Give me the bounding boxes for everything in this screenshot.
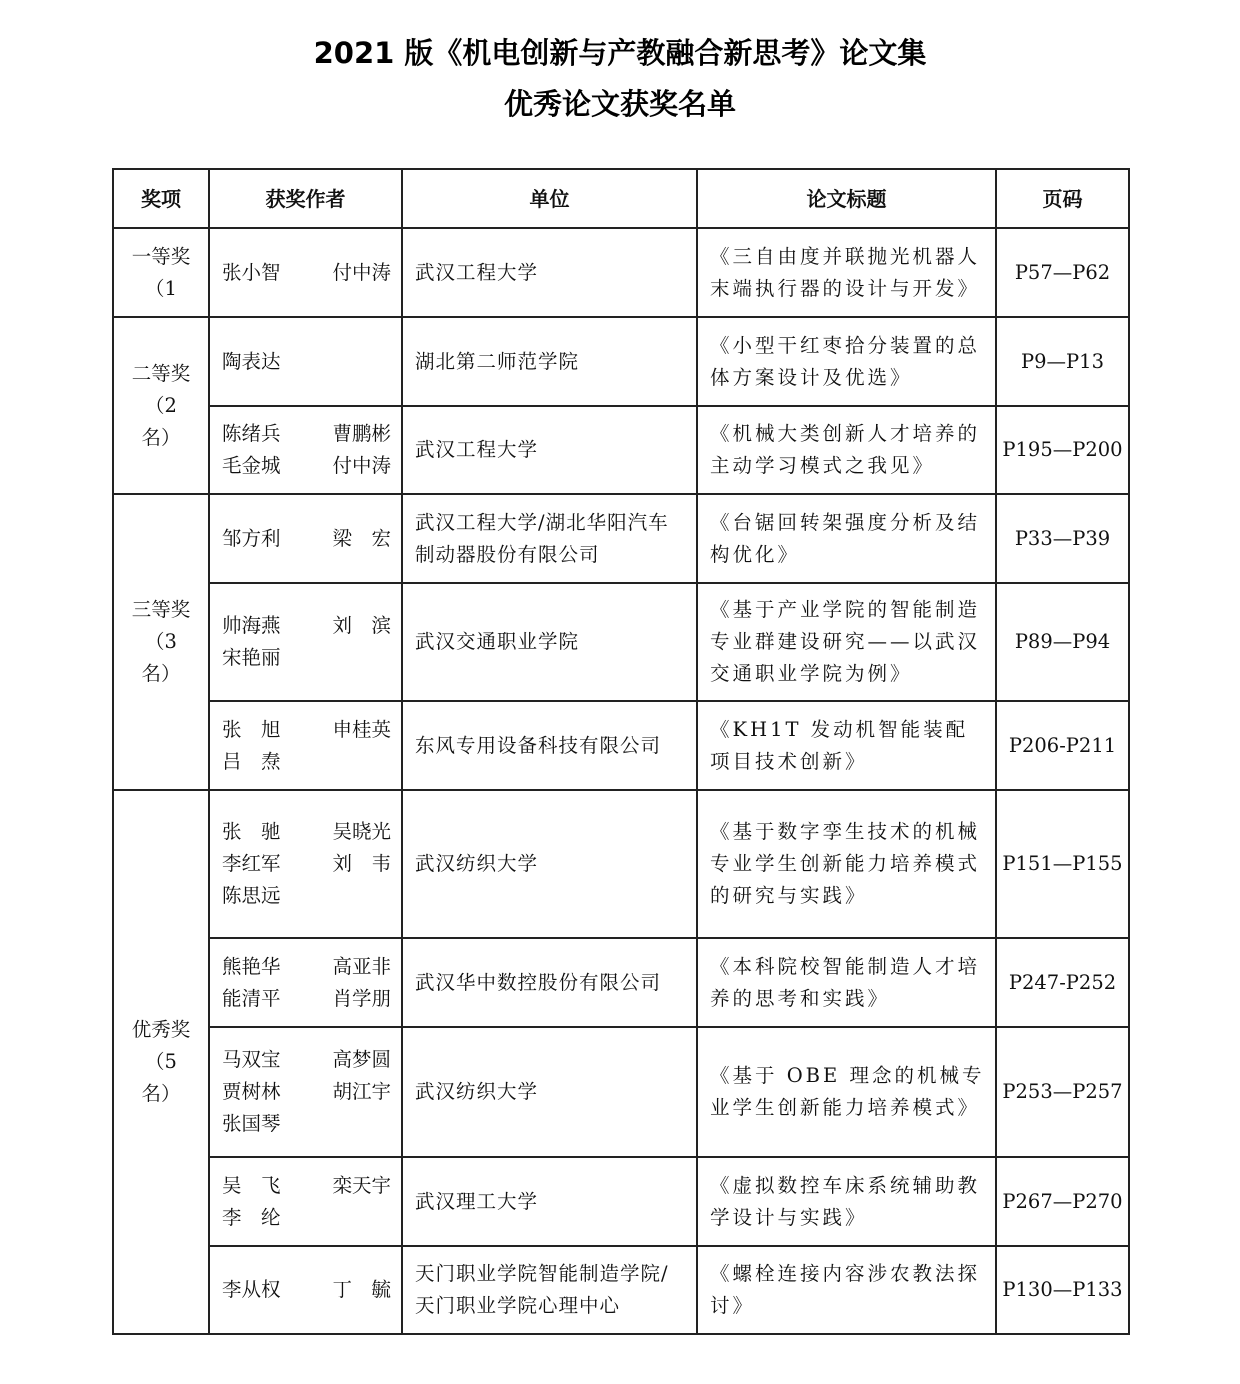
authors-cell [209,406,402,494]
author-name: 陈绪兵 [222,422,281,445]
award-level-text: 名） [141,1082,181,1105]
page-range-cell: P267—P270 [996,1157,1129,1246]
unit-cell: 武汉交通职业学院 [402,583,697,701]
paper-title-cell: 《三自由度并联抛光机器人末端执行器的设计与开发》 [697,228,996,317]
authors-cell [209,317,402,406]
award-level-text: 名） [141,662,181,685]
unit-cell: 武汉纺织大学 [402,790,697,938]
page-range-cell: P253—P257 [996,1027,1129,1157]
author-name: 张国琴 [222,1112,281,1135]
award-level-text: （2 [145,393,177,417]
author-name: 吴 飞 [222,1173,281,1197]
author-name: 吴晓光 [332,820,391,843]
unit-cell: 武汉工程大学 [402,406,697,494]
page-range-cell: P57—P62 [996,228,1129,317]
table-row [113,790,1129,938]
award-level-cell [113,494,209,790]
header-authors: 获奖作者 [209,169,402,228]
header-pages: 页码 [996,169,1129,228]
author-name: 付中涛 [332,260,391,284]
page-range-cell: P89—P94 [996,583,1129,701]
author-name: 陈思远 [222,884,281,907]
paper-title-cell: 《虚拟数控车床系统辅助教学设计与实践》 [697,1157,996,1246]
author-name: 曹鹏彬 [332,422,391,445]
award-level-text: 二等奖 [131,361,191,385]
award-level-cell [113,790,209,1334]
unit-cell: 武汉工程大学 [402,228,697,317]
author-name: 邹方利 [222,526,281,550]
table-row [113,317,1129,406]
table-row [113,228,1129,317]
authors-cell [209,1246,402,1334]
author-name: 宋艳丽 [222,646,281,669]
author-name: 刘 滨 [332,614,391,637]
paper-title-cell: 《基于 OBE 理念的机械专业学生创新能力培养模式》 [697,1027,996,1157]
author-name: 陶表达 [222,349,281,373]
author-name: 吕 焘 [222,749,281,773]
author-name: 毛金城 [222,454,281,477]
table-row [113,701,1129,790]
award-level-text: （5 [145,1050,177,1073]
authors-cell [209,790,402,938]
award-level-cell [113,317,209,494]
author-name: 能清平 [222,986,281,1010]
unit-cell: 武汉工程大学/湖北华阳汽车制动器股份有限公司 [402,494,697,583]
table-row [113,1246,1129,1334]
table-row [113,406,1129,494]
paper-title-cell: 《台锯回转架强度分析及结构优化》 [697,494,996,583]
author-name: 丁 毓 [332,1278,391,1301]
award-level-text: 名） [141,425,181,449]
page-range-cell: P195—P200 [996,406,1129,494]
table-row [113,1157,1129,1246]
table-row [113,938,1129,1027]
document-title: 2021 版《机电创新与产教融合新思考》论文集 [313,36,927,70]
table-row [113,1027,1129,1157]
authors-cell [209,494,402,583]
table-row [113,583,1129,701]
page-range-cell: P247-P252 [996,938,1129,1027]
award-level-text: （1 [145,276,177,300]
award-level-cell [113,228,209,317]
paper-title-cell: 《基于产业学院的智能制造专业群建设研究——以武汉交通职业学院为例》 [697,583,996,701]
authors-cell [209,701,402,790]
header-paper-title: 论文标题 [697,169,996,228]
author-name: 栾天宇 [332,1173,391,1197]
paper-title-cell: 《本科院校智能制造人才培养的思考和实践》 [697,938,996,1027]
author-name: 李从权 [222,1278,281,1301]
page-range-cell: P33—P39 [996,494,1129,583]
author-name: 胡江宇 [332,1080,391,1103]
unit-cell: 天门职业学院智能制造学院/天门职业学院心理中心 [402,1246,697,1334]
paper-title-cell: 《机械大类创新人才培养的主动学习模式之我见》 [697,406,996,494]
authors-cell [209,1027,402,1157]
unit-cell: 武汉华中数控股份有限公司 [402,938,697,1027]
author-name: 高亚非 [332,954,391,978]
author-name: 熊艳华 [222,954,281,978]
authors-cell [209,583,402,701]
header-award: 奖项 [113,169,209,228]
unit-cell: 武汉理工大学 [402,1157,697,1246]
author-name: 李红军 [222,852,281,875]
author-name: 申桂英 [332,717,391,741]
header-unit: 单位 [402,169,697,228]
author-name: 张 旭 [222,717,281,741]
paper-title-cell: 《基于数字孪生技术的机械专业学生创新能力培养模式的研究与实践》 [697,790,996,938]
author-name: 李 纶 [222,1205,281,1229]
table-header-row [113,169,1129,228]
author-name: 张小智 [222,260,281,284]
author-name: 刘 韦 [332,852,391,875]
document-subtitle: 优秀论文获奖名单 [503,87,736,121]
award-level-text: 三等奖 [131,598,191,621]
author-name: 帅海燕 [222,614,281,637]
page-range-cell: P9—P13 [996,317,1129,406]
paper-title-cell: 《螺栓连接内容涉农教法探讨》 [697,1246,996,1334]
author-name: 付中涛 [332,454,391,477]
unit-cell: 东风专用设备科技有限公司 [402,701,697,790]
author-name: 马双宝 [222,1048,281,1071]
award-level-text: 一等奖 [131,244,191,268]
award-level-text: 优秀奖 [131,1018,191,1041]
table-row [113,494,1129,583]
authors-cell [209,938,402,1027]
page-range-cell: P151—P155 [996,790,1129,938]
page-range-cell: P130—P133 [996,1246,1129,1334]
paper-title-cell: 《KH1T 发动机智能装配项目技术创新》 [697,701,996,790]
unit-cell: 湖北第二师范学院 [402,317,697,406]
award-table [112,168,1130,1335]
paper-title-cell: 《小型干红枣拾分装置的总体方案设计及优选》 [697,317,996,406]
page-range-cell: P206-P211 [996,701,1129,790]
authors-cell [209,228,402,317]
author-name: 梁 宏 [332,526,391,550]
author-name: 贾树林 [222,1080,281,1103]
author-name: 高梦圆 [332,1048,391,1071]
unit-cell: 武汉纺织大学 [402,1027,697,1157]
author-name: 肖学朋 [332,986,391,1010]
award-level-text: （3 [145,630,177,653]
author-name: 张 驰 [222,820,281,843]
authors-cell [209,1157,402,1246]
